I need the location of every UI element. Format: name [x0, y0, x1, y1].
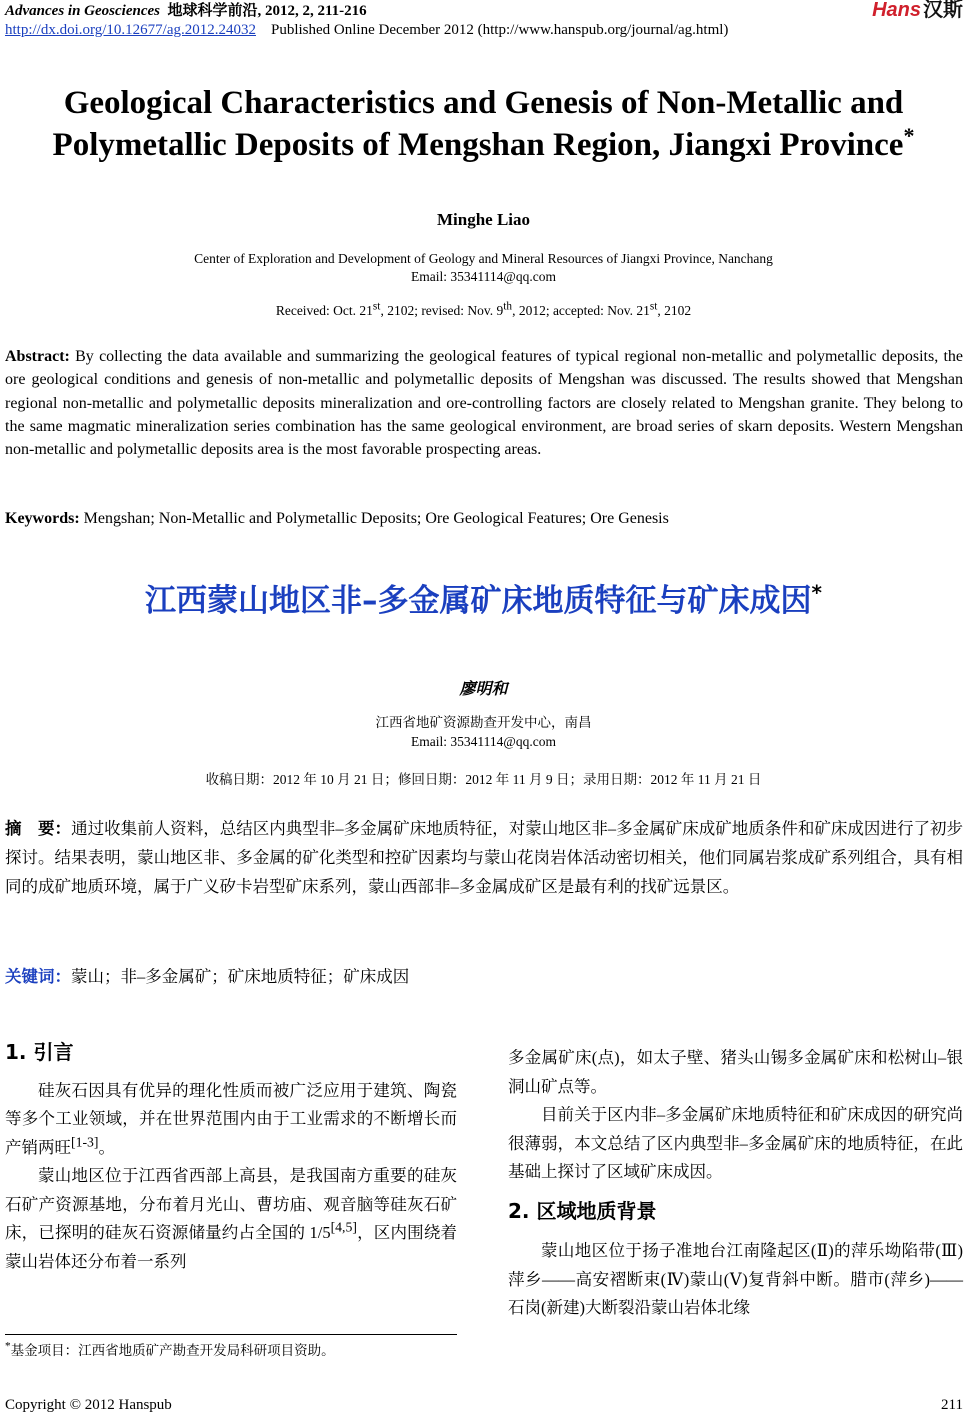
paragraph-text: ，区内围绕着蒙山岩体还分布着一系列: [5, 1223, 457, 1271]
title-line-1: Geological Characteristics and Genesis of Non-Metallic and: [63, 85, 904, 121]
english-title: [0, 82, 967, 166]
logo-cn: 汉斯: [923, 0, 963, 21]
chinese-keywords: [5, 962, 963, 991]
footnote-rule: [5, 1334, 457, 1335]
chinese-title-text: 江西蒙山地区非–多金属矿床地质特征与矿床成因: [145, 583, 812, 619]
keywords-text: Mengshan; Non-Metallic and Polymetallic Deposits; Ore Geological Features; Ore Genesis: [79, 510, 669, 527]
journal-line: [5, 2, 963, 21]
paragraph: 多金属矿床(点)，如太子壁、猪头山锡多金属矿床和松树山–银洞山矿点等。: [508, 1048, 963, 1096]
hans-logo: [872, 1, 963, 20]
citation: [4,5]: [330, 1219, 357, 1235]
chinese-abstract-text: 通过收集前人资料，总结区内典型非–多金属矿床地质特征，对蒙山地区非–多金属矿床成矿地质条件和矿床成因进行了初步探讨。结果表明，蒙山地区非、多金属的矿化类型和控矿因素均与蒙山花岗岩体活动密切相关，他们同属岩浆成矿系列组合，具有相同的成矿地质环境，属于广义矽卡岩型矿床系列，蒙山西部非–多金属成矿区是最有利的找矿远景区。: [5, 819, 964, 896]
date-suffix: st: [372, 300, 381, 313]
title-footnote-mark: *: [903, 123, 915, 148]
accepted-date: , 2012; accepted: Nov. 21: [512, 303, 650, 318]
page-number: 211: [941, 1397, 963, 1413]
title-line-2: [0, 124, 967, 166]
abstract-label: Abstract:: [5, 348, 70, 365]
accepted-year: , 2102: [657, 303, 692, 318]
paragraph: 蒙山地区位于扬子准地台江南隆起区(Ⅱ)的萍乐坳陷带(Ⅲ)萍乡——高安褶断束(Ⅳ)蒙山(Ⅴ)复背斜中断。腊市(萍乡)——石岗(新建)大断裂沿蒙山岩体北缘: [508, 1241, 963, 1317]
paragraph-text: 硅灰石因具有优异的理化性质而被广泛应用于建筑、陶瓷等多个工业领域，并在世界范围内由于工业需求的不断增长而产销两旺: [5, 1080, 457, 1157]
date-suffix: st: [649, 300, 658, 313]
footnote-mark: *: [5, 1340, 11, 1353]
published-info: Published Online December 2012 (http://www.hanspub.org/journal/ag.html): [270, 22, 729, 38]
chinese-title-mark: *: [811, 580, 822, 605]
footnote-text: 基金项目：江西省地质矿产勘查开发局科研项目资助。: [10, 1343, 335, 1358]
left-column: [5, 1038, 457, 1276]
keywords-label: Keywords:: [5, 510, 80, 527]
english-dates: [0, 300, 967, 319]
chinese-dates: 收稿日期：2012 年 10 月 21 日；修回日期：2012 年 11 月 9 日；录用日期：2012 年 11 月 21 日: [205, 772, 762, 787]
abstract-text: By collecting the data available and summarizing the geological features of typical regional non-metallic and polymetallic deposits, the ore geological conditions and genesis of non-metallic and polymetallic deposits of Mengshan was discussed. The results showed that Mengshan regional non-metallic and polymetallic deposits mineralization and ore-controlling factors are closely related to Mengshan granite. They belong to the same magmatic mineralization series combination has the same geological environment, are broad series of skarn deposits. Western Mengshan non-metallic and polymetallic deposits area is the most favorable prospecting areas.: [5, 348, 963, 459]
paragraph-text: 。: [98, 1137, 115, 1157]
copyright: Copyright © 2012 Hanspub: [5, 1397, 172, 1413]
english-abstract: [5, 345, 963, 461]
right-column: [508, 1044, 963, 1323]
running-header: [5, 2, 963, 40]
chinese-author: 廖明和: [459, 681, 508, 698]
english-author: Minghe Liao: [436, 210, 531, 229]
chinese-affiliation: [0, 713, 967, 751]
journal-cn: 地球科学前沿, 2012, 2, 211-216: [167, 3, 367, 19]
chinese-affiliation-text: 江西省地矿资源勘查开发中心，南昌: [375, 715, 592, 730]
chinese-abstract: [5, 814, 963, 901]
title-line-2-text: Polymetallic Deposits of Mengshan Region, Jiangxi Province: [52, 127, 904, 163]
footnote: [5, 1339, 335, 1359]
chinese-keywords-label: 关键词：: [5, 967, 71, 986]
chinese-email: Email: 35341114@qq.com: [411, 734, 556, 749]
chinese-keywords-text: 蒙山；非–多金属矿；矿床地质特征；矿床成因: [71, 967, 410, 986]
section-1-heading: 1. 引言: [5, 1040, 74, 1064]
chinese-title: [0, 575, 967, 620]
paragraph: 目前关于区内非–多金属矿床地质特征和矿床成因的研究尚很薄弱，本文总结了区内典型非–多金属矿床的地质特征，在此基础上探讨了区域矿床成因。: [508, 1105, 963, 1181]
section-2-heading: 2. 区域地质背景: [508, 1198, 657, 1223]
citation: [1-3]: [71, 1134, 99, 1149]
affiliation-text: Center of Exploration and Development of Geology and Mineral Resources of Jiangxi Province, Nanchang: [194, 251, 773, 266]
received-date: Received: Oct. 21: [275, 303, 373, 318]
logo-en: Hans: [872, 0, 921, 21]
english-affiliation: [0, 250, 967, 286]
paragraph: [5, 1077, 457, 1163]
paragraph-text: 蒙山地区位于江西省西部上高县，是我国南方重要的硅灰石矿产资源基地，分布着月光山、曹坊庙、观音脑等硅灰石矿床，已探明的硅灰石资源储量约占全国的 1/5: [5, 1166, 457, 1242]
author-email: Email: 35341114@qq.com: [411, 269, 556, 284]
journal-name: Advances in Geosciences: [5, 3, 160, 19]
chinese-abstract-label: 摘 要：: [5, 819, 72, 838]
date-suffix: th: [503, 300, 513, 313]
page-footer: [5, 1397, 963, 1414]
revised-date: , 2102; revised: Nov. 9: [380, 303, 504, 318]
paragraph: [5, 1162, 457, 1276]
doi-line: [5, 21, 963, 40]
doi-link[interactable]: http://dx.doi.org/10.12677/ag.2012.24032: [5, 22, 256, 38]
english-keywords: [5, 507, 963, 530]
